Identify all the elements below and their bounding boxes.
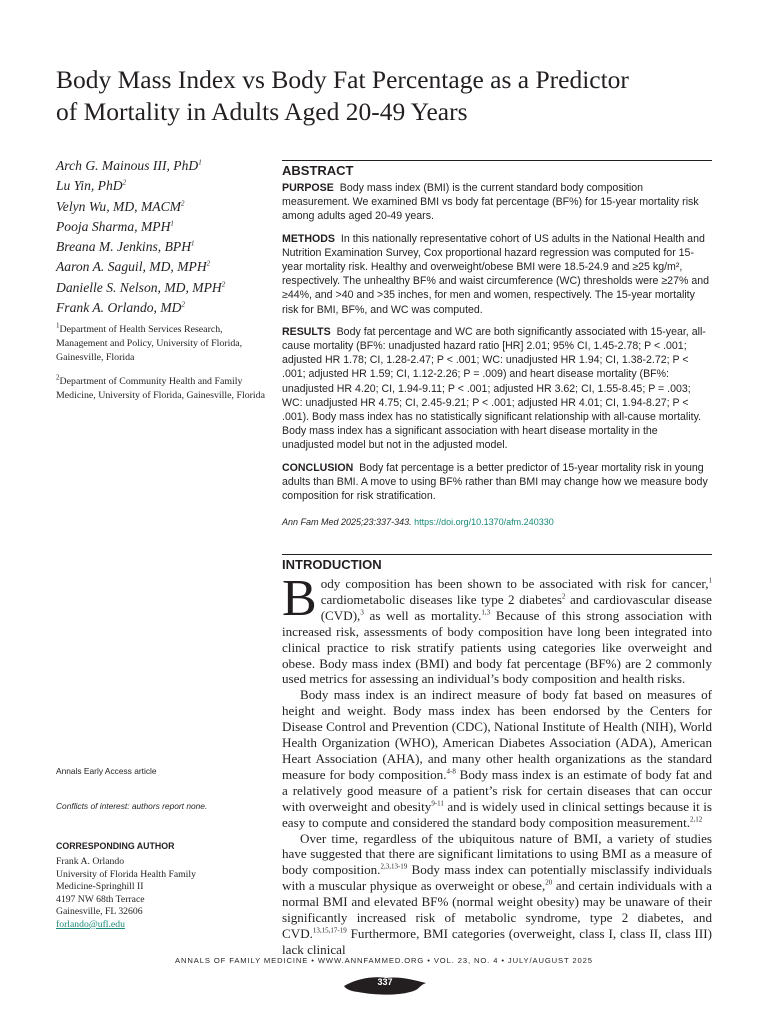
methods-label: METHODS (282, 232, 335, 245)
text-run: and cardiovascular disease (CVD), (320, 591, 712, 623)
author-affil-sup: 2 (180, 199, 185, 208)
abstract-results (282, 325, 712, 453)
text-run: as well as mortality. (363, 607, 482, 623)
author-4 (56, 217, 266, 237)
corr-email-link[interactable]: forlando@ufl.edu (56, 918, 125, 930)
abstract-rule (282, 160, 712, 161)
introduction-body (282, 570, 712, 958)
text-run: Furthermore, BMI categories (overweight, class I, class II, class III) lack clinical (282, 925, 712, 957)
intro-paragraph-1 (282, 570, 712, 687)
conclusion-label: CONCLUSION (282, 461, 354, 474)
citation-sup: 3 (360, 608, 364, 617)
page-number: 337 (377, 977, 393, 987)
author-affil-sup: 2 (122, 178, 127, 187)
author-name: Lu Yin, PhD (56, 178, 123, 194)
abstract-methods (282, 232, 712, 317)
text-run: ody composition has been shown to be associated with risk for cancer, (320, 576, 709, 591)
author-affil-sup: 1 (170, 219, 174, 228)
introduction-heading: INTRODUCTION (282, 557, 382, 572)
author-7 (56, 278, 266, 298)
author-name: Arch G. Mainous III, PhD (56, 158, 199, 173)
author-name: Aaron A. Saguil, MD, MPH (56, 259, 207, 275)
text-run: Body mass index is an indirect measure of body fat based on measures of height and weight. Body mass index has been endorsed by the Centers for Disease Control and Prevention (CDC), National Institute of Health (NIH), World Health Organization (WHO), American Diabetes Association (ADA), American Heart Association (AHA), and many other health organizations as the standard measure for body composition. (282, 687, 712, 782)
results-text: Body fat percentage and WC are both significantly associated with 15-year, all-cause mortality (BF%: unadjusted hazard ratio [HR] 2.01; 95% CI, 1.45-2.78; P < .001; adjusted HR 1.78; CI, 1.28-2.47; P < .001; WC: unadjusted HR 1.94; CI, 1.38-2.72; P < .001; adjusted HR 1.59; CI, 1.12-2.26; P = .009) and heart disease mortality (BF%: unadjusted HR 4.20; CI, 1.94-9.11; P < .001; adjusted HR 3.62; CI, 1.55-8.45; P = .003; WC: unadjusted HR 4.75; CI, 2.45-9.21; P < .001; adjusted HR 4.01; CI, 1.94-8.27; P < .001). Body mass index has no statistically significant relationship with all-cause mortality. Body mass index has a significant association with heart disease mortality in the unadjusted model but not in the adjusted model. (282, 325, 706, 452)
purpose-text: Body mass index (BMI) is the current standard body composition measurement. We examined BMI vs body fat percentage (BF%) for 15-year mortality risk among adults aged 20-49 years. (282, 182, 699, 223)
affiliation-2 (56, 375, 274, 403)
author-list (56, 156, 266, 318)
corresponding-author-heading: CORRESPONDING AUTHOR (56, 841, 175, 851)
citation-sup: 2 (561, 592, 566, 601)
author-name: Danielle S. Nelson, MD, MPH (56, 279, 222, 295)
abstract-heading: ABSTRACT (282, 163, 354, 178)
article-title (56, 64, 696, 128)
conflicts-note: Conflicts of interest: authors report none. (56, 801, 208, 811)
affiliations (56, 323, 274, 412)
author-affil-sup: 1 (198, 158, 202, 167)
text-run: Because of this strong association with increased risk, assessments of body composition have long been integrated into clinical practice to risk stratify patients using categories like overweight and obese. Body mass index (BMI) and body fat percentage (BF%) are 2 commonly used metrics for assessing an individual’s body composition and health risks. (282, 607, 712, 687)
abstract-conclusion (282, 461, 712, 504)
title-line-2: of Mortality in Adults Aged 20-49 Years (56, 97, 468, 126)
citation-sup: 4-8 (446, 767, 456, 776)
author-1 (56, 156, 266, 176)
abstract-purpose (282, 181, 712, 224)
author-name: Frank A. Orlando, MD (56, 300, 182, 316)
corr-line: Frank A. Orlando (56, 856, 125, 867)
affiliation-sup: 2 (56, 373, 60, 382)
doi-link[interactable]: https://doi.org/10.1370/afm.240330 (414, 517, 554, 527)
corr-line: 4197 NW 68th Terrace (56, 893, 145, 905)
affiliation-text: Department of Community Health and Family Medicine, University of Florida, Gainesville, Florida (56, 375, 265, 401)
citation-sup: 1 (708, 576, 712, 585)
journal-footer: ANNALS OF FAMILY MEDICINE • WWW.ANNFAMMED.ORG • VOL. 23, NO. 4 • JULY/AUGUST 2025 (175, 956, 593, 965)
text-run: cardiometabolic diseases like type 2 diabetes (320, 591, 562, 607)
author-name: Breana M. Jenkins, BPH (56, 239, 192, 255)
corr-line: University of Florida Health Family (56, 868, 196, 880)
corr-line: Medicine-Springhill II (56, 881, 144, 893)
citation-sup: 2,12 (689, 815, 703, 824)
purpose-label: PURPOSE (282, 182, 334, 194)
affiliation-sup: 1 (56, 321, 60, 330)
citation-sup: 2,3,13-19 (380, 862, 408, 871)
author-2 (56, 176, 266, 196)
author-name: Velyn Wu, MD, MACM (56, 198, 181, 214)
author-affil-sup: 1 (191, 239, 195, 248)
introduction-rule (282, 554, 712, 555)
conclusion-text: Body fat percentage is a better predictor of 15-year mortality risk in young adults than BMI. A move to using BF% rather than BMI may change how we measure body composition for risk stratification. (282, 461, 708, 503)
text-run: Over time, regardless of the ubiquitous nature of BMI, a variety of studies have suggested that there are significant limitations to using BMI as a measure of body composition. (282, 830, 712, 878)
citation (282, 517, 554, 527)
citation-sup: 20 (545, 878, 553, 887)
author-affil-sup: 2 (221, 280, 226, 289)
affiliation-1 (56, 323, 274, 366)
citation-text: Ann Fam Med 2025;23:337-343. (282, 517, 412, 527)
intro-paragraph-3 (282, 831, 712, 958)
title-line-1: Body Mass Index vs Body Fat Percentage as a Predictor (56, 65, 629, 94)
text-run: and is widely used in clinical settings because it is easy to compute and considered the standard body composition measurement. (282, 798, 712, 830)
author-affil-sup: 2 (206, 259, 211, 268)
citation-sup: 13,15,17-19 (312, 926, 347, 935)
author-5 (56, 237, 266, 257)
citation-sup: 9-11 (431, 799, 444, 808)
intro-paragraph-2 (282, 687, 712, 830)
methods-text: In this nationally representative cohort of US adults in the National Health and Nutrition Examination Survey, Cox proportional hazard regression was computed for 15-year mortality risk. Healthy and overweight/obese BMI were 18.5-24.9 and ≥25 kg/m², respectively. The unhealthy BF% and waist circumference (WC) thresholds were ≥27% and ≥44%, and >40 and >35 inches, for men and women, respectively. The 15-year mortality risk for BMI, BF%, and WC was computed. (282, 232, 710, 316)
author-name: Pooja Sharma, MPH (56, 218, 171, 234)
author-affil-sup: 2 (181, 300, 185, 309)
corr-line: Gainesville, FL 32606 (56, 906, 143, 918)
dropcap-letter: B (282, 570, 317, 627)
author-8 (56, 298, 266, 318)
abstract-body (282, 181, 712, 511)
corresponding-author-info (56, 856, 196, 932)
results-label: RESULTS (282, 325, 331, 338)
text-run: Body mass index is an estimate of body fat and a relatively good measure of a patient’s risk for certain diseases that can occur with overweight and obesity (282, 766, 712, 814)
author-6 (56, 257, 266, 277)
text-run: and certain individuals with a normal BMI and elevated BF% (normal weight obesity) may be unaware of their significantly increased risk of metabolic syndrome, type 2 diabetes, and CVD. (282, 878, 712, 941)
author-3 (56, 197, 266, 217)
citation-sup: 1,3 (481, 608, 491, 617)
early-access-note: Annals Early Access article (56, 766, 157, 776)
affiliation-text: Department of Health Services Research, Management and Policy, University of Florida, Gainesville, Florida (56, 324, 243, 364)
text-run: Body mass index can potentially misclassify individuals with a muscular physique as overweight or obese, (282, 862, 712, 894)
